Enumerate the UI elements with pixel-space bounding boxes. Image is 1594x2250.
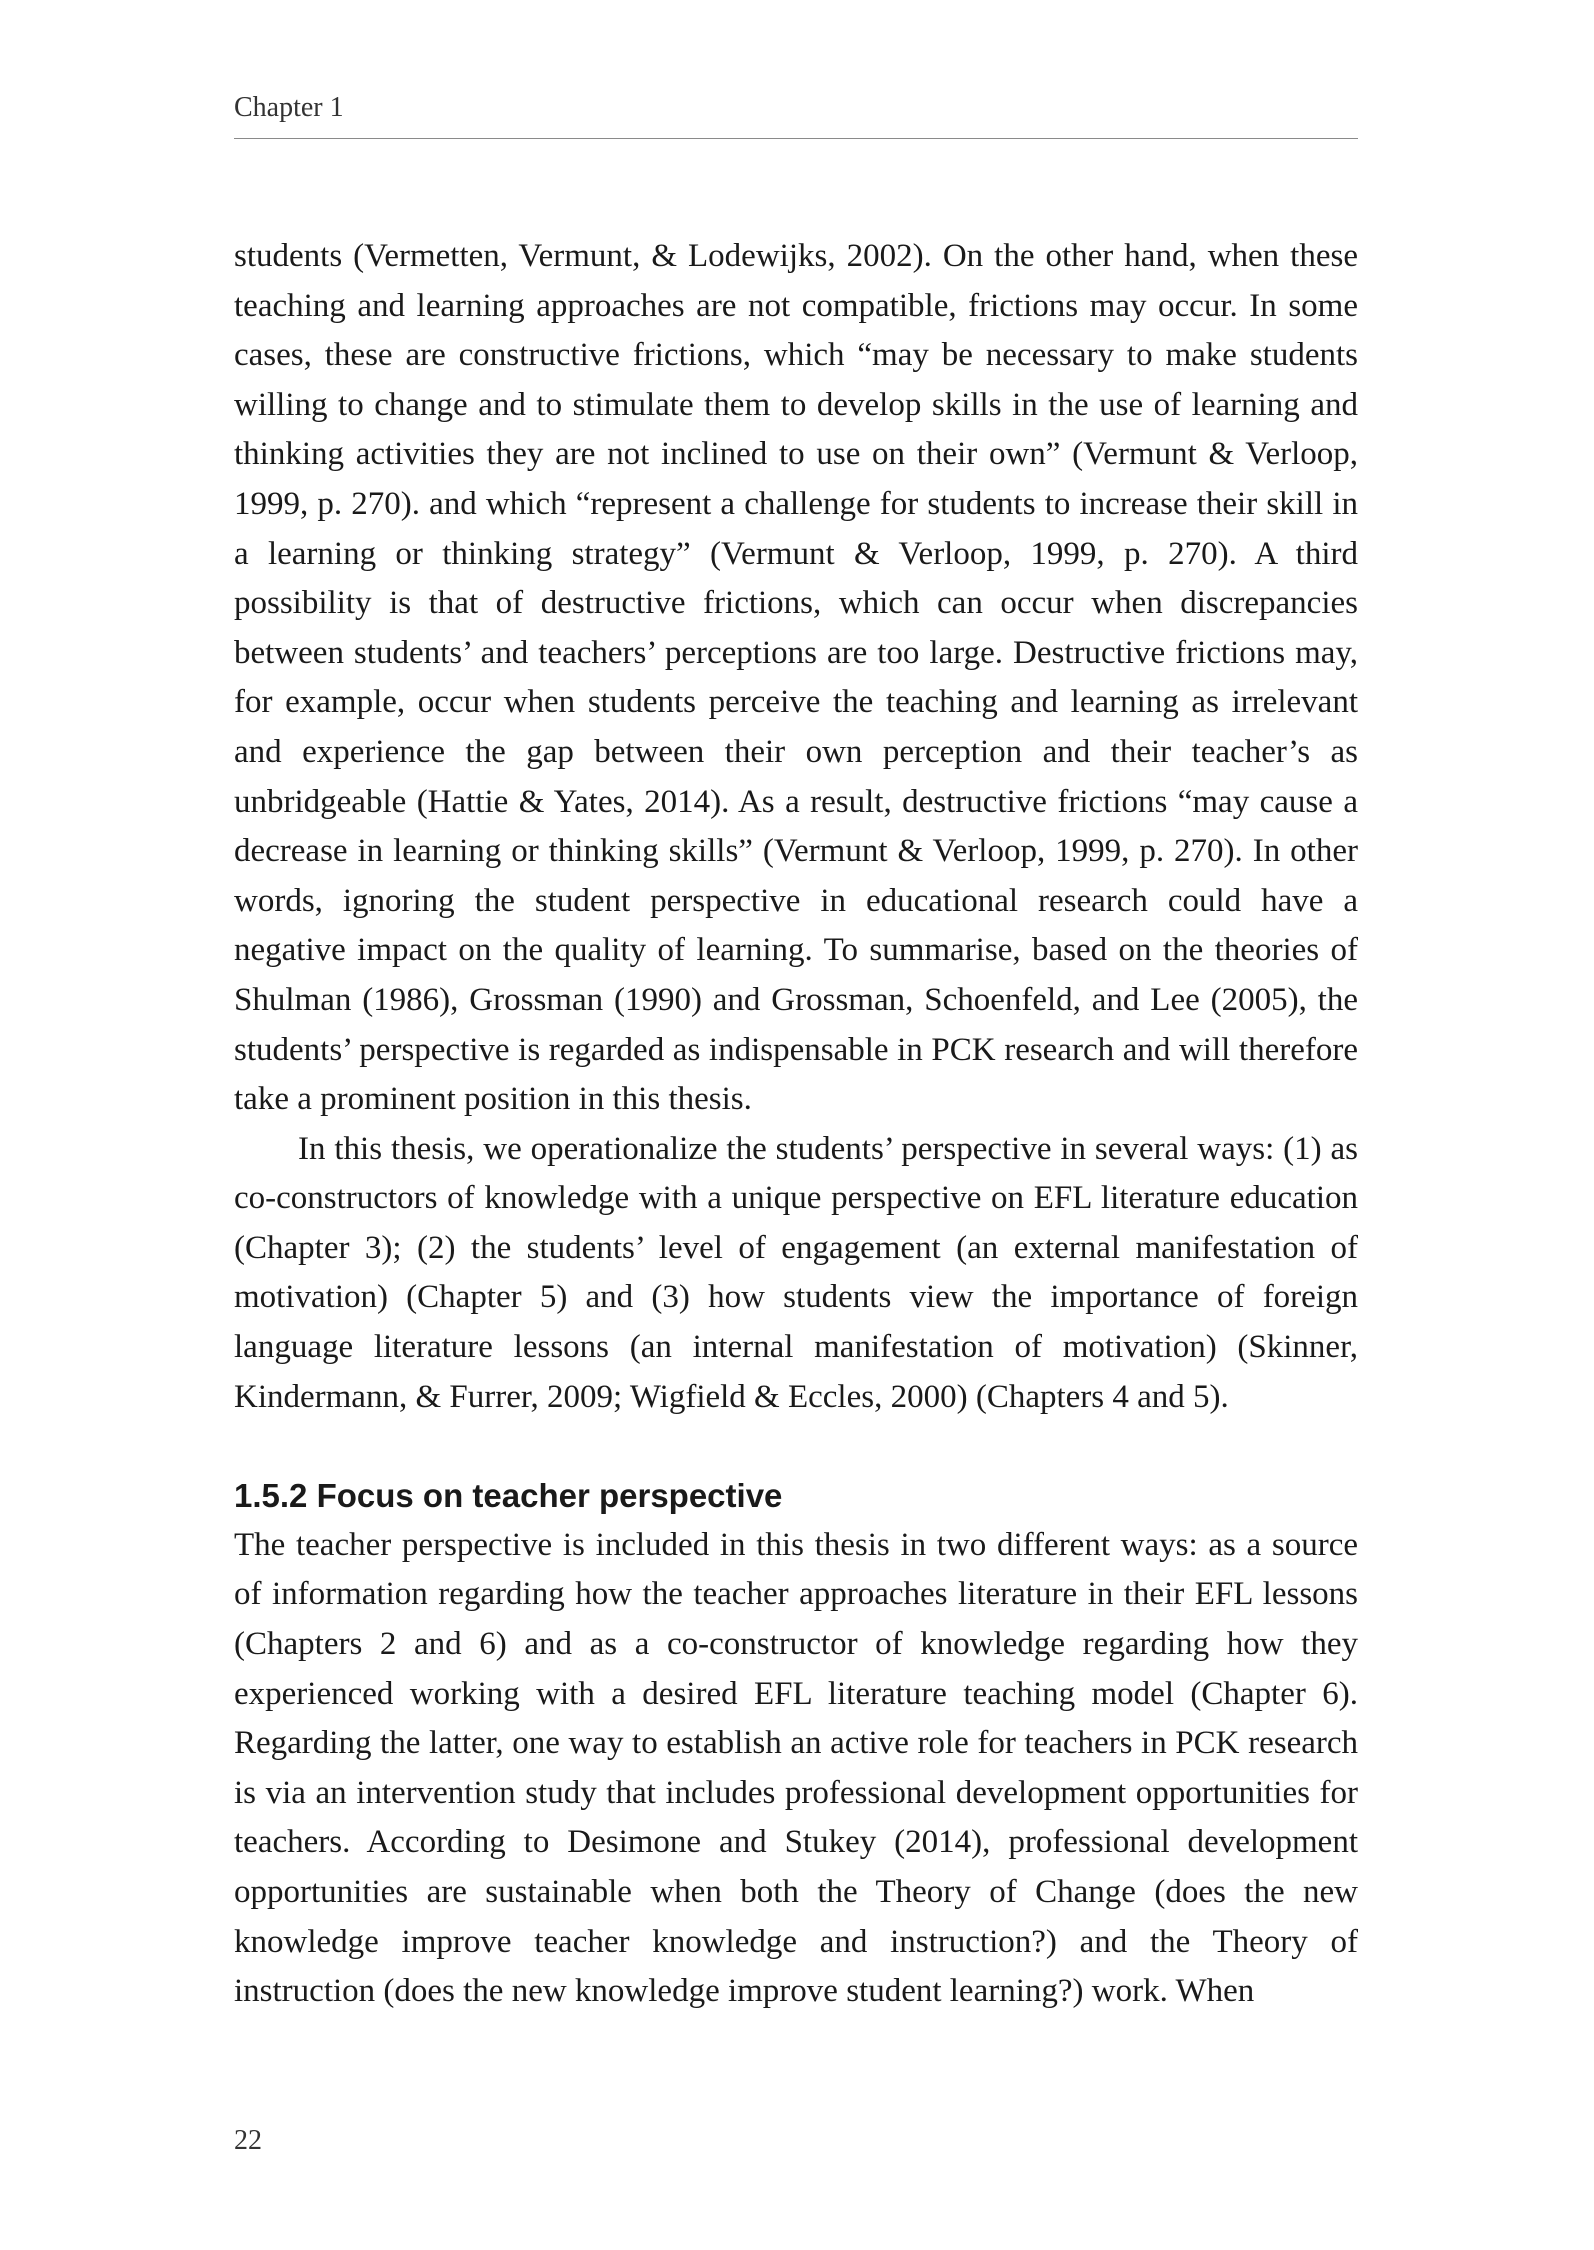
running-header bbox=[234, 90, 1358, 139]
paragraph-students-frictions: students (Vermetten, Vermunt, & Lodewijks, 2002). On the other hand, when these teaching and learning approaches are not compatible, frictions may occur. In some cases, these are constructive frictions, which “may be necessary to make students willing to change and to stimulate them to develop skills in the use of learning and thinking activities they are not inclined to use on their own” (Vermunt & Verloop, 1999, p. 270). and which “represent a challenge for students to increase their skill in a learning or thinking strategy” (Vermunt & Verloop, 1999, p. 270). A third possibility is that of destructive frictions, which can occur when discrepancies between students’ and teachers’ perceptions are too large. Destructive frictions may, for example, occur when students perceive the teaching and learning as irrelevant and experience the gap between their own perception and their teacher’s as unbridgeable (Hattie & Yates, 2014). As a result, destructive frictions “may cause a decrease in learning or thinking skills” (Vermunt & Verloop, 1999, p. 270). In other words, ignoring the student perspective in educational research could have a negative impact on the quality of learning. To summarise, based on the theories of Shulman (1986), Grossman (1990) and Grossman, Schoenfeld, and Lee (2005), the students’ perspective is regarded as indispensable in PCK research and will therefore take a prominent position in this thesis. bbox=[234, 238, 1358, 1118]
body-text bbox=[234, 232, 1358, 2017]
section-heading: 1.5.2 Focus on teacher perspective bbox=[234, 1477, 783, 1515]
page-number: 22 bbox=[234, 2125, 262, 2156]
chapter-label: Chapter 1 bbox=[234, 92, 344, 123]
paragraph-teacher-perspective: The teacher perspective is included in this thesis in two different ways: as a source of information regarding how the teacher approaches literature in their EFL lessons (Chapters 2 and 6) and as a co-constructor of knowledge regarding how they experienced working with a desired EFL literature teaching model (Chapter 6). Regarding the latter, one way to establish an active role for teachers in PCK research is via an intervention study that includes professional development opportunities for teachers. According to Desimone and Stukey (2014), professional development opportunities are sustainable when both the Theory of Change (does the new knowledge improve teacher knowledge and instruction?) and the Theory of instruction (does the new knowledge improve student learning?) work. When bbox=[234, 1526, 1358, 2010]
paragraph-operationalize: In this thesis, we operationalize the students’ perspective in several ways: (1) as co-constructors of knowledge with a unique perspective on EFL literature education (Chapter 3); (2) the students’ level of engagement (an external manifestation of motivation) (Chapter 5) and (3) how students view the importance of foreign language literature lessons (an internal manifestation of motivation) (Skinner, Kindermann, & Furrer, 2009; Wigfield & Eccles, 2000) (Chapters 4 and 5). bbox=[234, 1130, 1358, 1415]
